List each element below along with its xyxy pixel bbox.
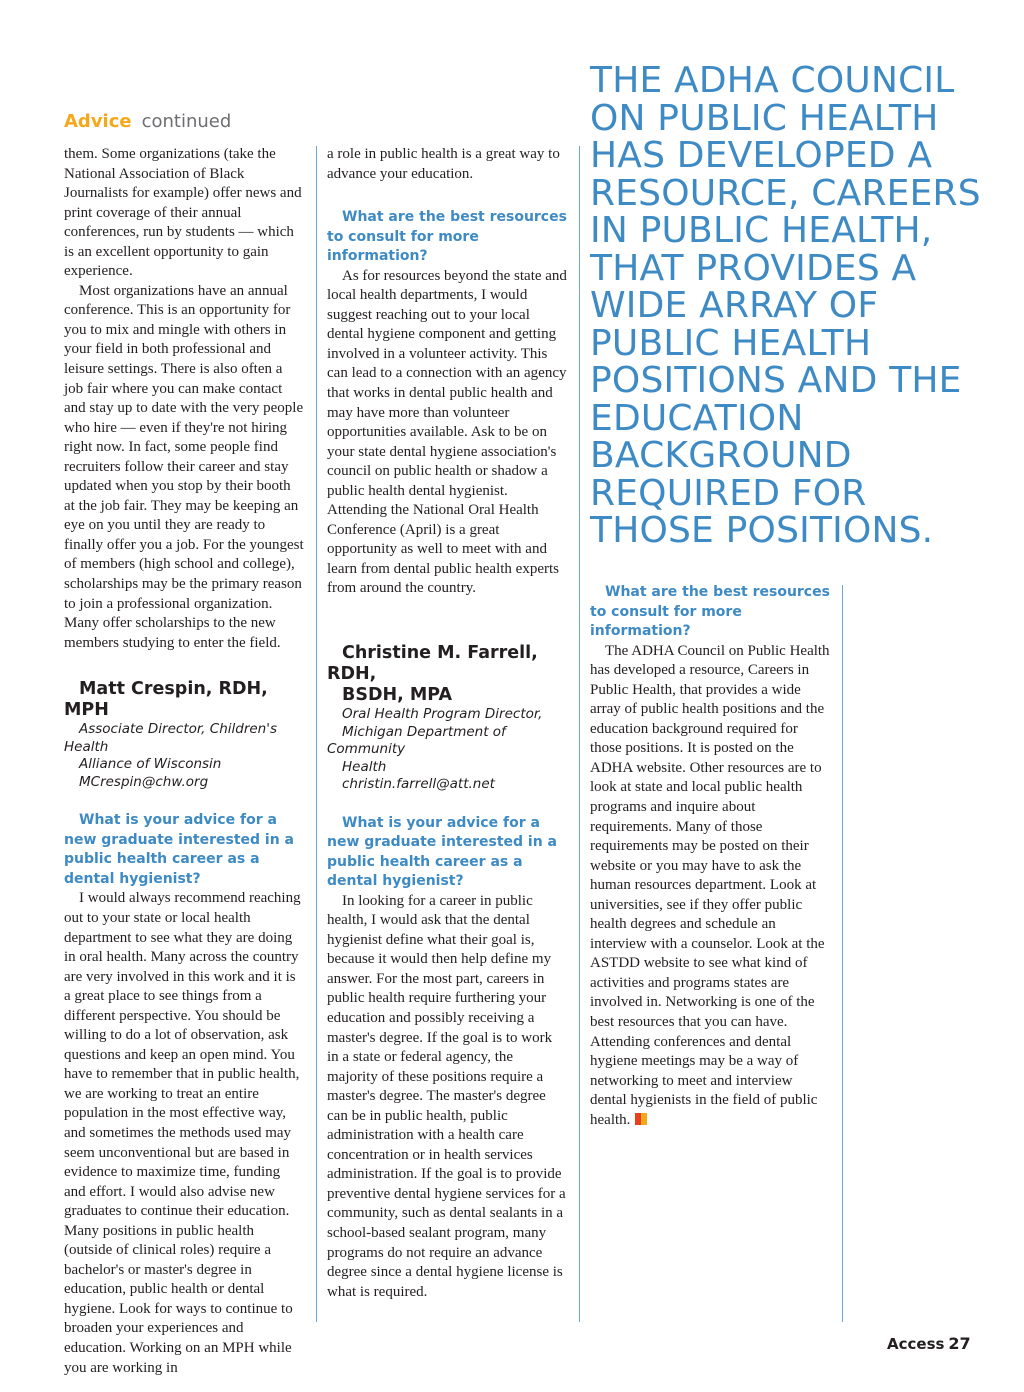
author-title: Health bbox=[342, 758, 387, 775]
author-title: Michigan Department of Community bbox=[327, 723, 506, 758]
column-1 bbox=[64, 145, 304, 1378]
publication-name: Access bbox=[887, 1335, 945, 1353]
author-title: Alliance of Wisconsin bbox=[79, 756, 222, 773]
column-rule bbox=[842, 585, 843, 1322]
author-name: Christine M. Farrell, RDH, bbox=[327, 643, 538, 685]
continued-label: continued bbox=[141, 111, 232, 132]
paragraph bbox=[590, 642, 830, 1131]
paragraph: In looking for a career in public health, I would ask that the dental hygienist define what their goal is, because it would then help define my answer. For the most part, careers in public health require furthering your education and possibly receiving a master's degree. If the goal is to work in a state or federal agency, the majority of these positions require a master's degree. The master's degree can be in public health, public administration with a health care concentration or in health services administration. If the goal is to provide preventive dental hygiene services for a community, such as dental sealants in a school-based sealant program, many programs do not require an advance degree since a dental hygiene license is what is required. bbox=[327, 892, 566, 1300]
paragraph: As for resources beyond the state and local health departments, I would suggest reaching out to your local dental hygiene component and getting involved in a volunteer activity. This can lead to a connection with an agency that works in dental public health and may have more than volunteer opportunities available. Ask to be on your state dental hygiene association's council on public health or shadow a public health dental hygienist. Attending the National Oral Health Conference (April) is a great opportunity as well to meet with and learn from dental public health experts from around the country. bbox=[327, 267, 567, 597]
author-email: MCrespin@chw.org bbox=[79, 773, 209, 790]
section-title: Advice bbox=[64, 111, 132, 132]
author-name: Matt Crespin, RDH, MPH bbox=[64, 679, 268, 721]
paragraph: a role in public health is a great way to advance your education. bbox=[327, 146, 560, 182]
paragraph: them. Some organizations (take the National Association of Black Journalists for example) offer news and print coverage of their annual conferences, run by students — which is an excellent opportunity to gain experience. bbox=[64, 146, 302, 280]
question-heading: What is your advice for a new graduate interested in a public health career as a dental hygienist? bbox=[327, 814, 557, 890]
column-3 bbox=[590, 583, 830, 1130]
author-title: Associate Director, Children's Health bbox=[64, 721, 277, 755]
author-email: christin.farrell@att.net bbox=[342, 776, 495, 793]
paragraph: Most organizations have an annual conference. This is an opportunity for you to mix and mingle with others in your field in both professional and leisure settings. There is also often a job fair where you can make contact and stay up to date with the very people who hire — even if they're not hiring right now. In fact, some people find recruiters follow their career and stay updated when you stop by their booth at the job fair. They may be keeping an eye on you until they are ready to finally offer you a job. For the youngest of members (high school and college), scholarships may be the primary reason to join a professional organization. Many offer scholarships to the new members studying to enter the field. bbox=[64, 282, 304, 651]
page-footer bbox=[887, 1334, 971, 1353]
author-name: BSDH, MPA bbox=[342, 685, 453, 706]
column-rule bbox=[316, 146, 317, 1322]
pull-quote: THE ADHA COUNCIL ON PUBLIC HEALTH HAS DEVELOPED A RESOURCE, CAREERS IN PUBLIC HEALTH, THAT PROVIDES A WIDE ARRAY OF PUBLIC HEALTH POSITIONS AND THE EDUCATION BACKGROUND REQUIRED FOR THOSE POSITIONS. bbox=[590, 60, 981, 551]
page-number: 27 bbox=[948, 1334, 971, 1353]
paragraph-text: The ADHA Council on Public Health has developed a resource, Careers in Public Health, that provides a wide array of public health positions and the education background required for those positions. It is posted on the ADHA website. Other resources are to look at state and local public health programs and inquire about requirements. Many of those requirements may be posted on their website or you may have to ask the human resources department. Look at universities, see if they offer public health degrees and schedule an interview with a counselor. Look at the ASTDD website to see what kind of activities and programs states are involved in. Networking is one of the best resources that you can have. Attending conferences and dental hygiene meetings may be a way of networking to meet and interview dental hygienists in the field of public health. bbox=[590, 642, 830, 1128]
end-mark-icon bbox=[635, 1113, 647, 1125]
question-heading: What are the best resources to consult for more information? bbox=[327, 209, 567, 265]
paragraph: I would always recommend reaching out to your state or local health department to see what they are doing in oral health. Many across the country are very involved in this work and it is a great place to see things from a different perspective. You should be willing to do a lot of observation, ask questions and keep an open mind. You have to remember that in public health, we are working to treat an entire population in the most effective way, and sometimes the methods used may seem unconventional but are based in evidence to maximize time, funding and effort. I would also advise new graduates to continue their education. Many positions in public health (outside of clinical roles) require a bachelor's or master's degree in education, public health or dental hygiene. Look for ways to continue to broaden your experiences and education. Working on an MPH while you are working in bbox=[64, 890, 301, 1376]
column-2 bbox=[327, 145, 567, 1302]
author-title: Oral Health Program Director, bbox=[342, 706, 543, 723]
section-header bbox=[64, 111, 231, 132]
question-heading: What are the best resources to consult for more information? bbox=[590, 584, 830, 640]
column-rule bbox=[579, 146, 580, 1322]
question-heading: What is your advice for a new graduate interested in a public health career as a dental hygienist? bbox=[64, 812, 294, 887]
